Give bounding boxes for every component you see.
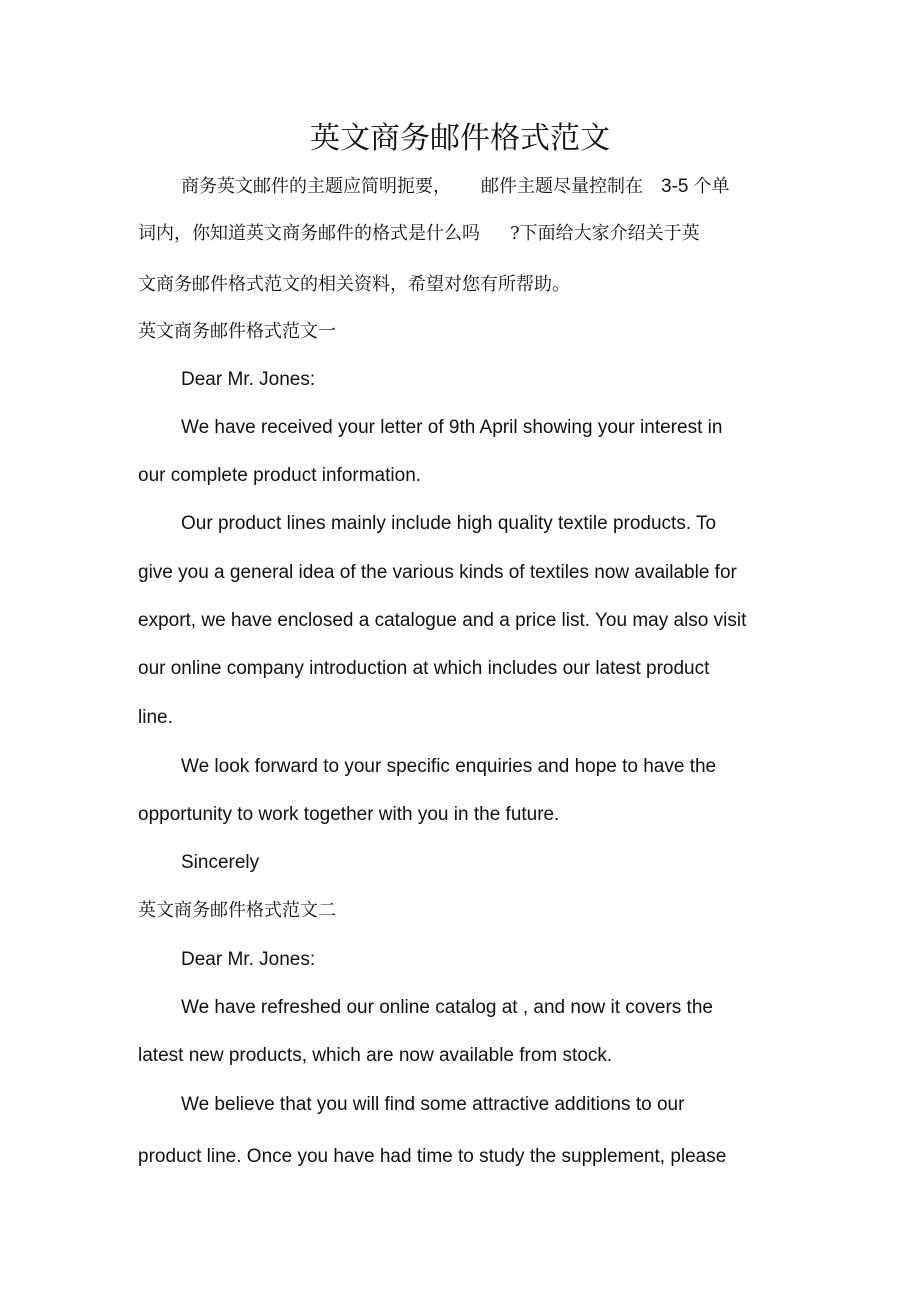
intro-line-2-part-b: ?下面给大家介绍关于英: [510, 223, 700, 244]
sample2-p2-line2: product line. Once you have had time to study the supplement, please: [138, 1146, 727, 1167]
intro-line-2-part-a: 词内，你知道英文商务邮件的格式是什么吗: [138, 223, 480, 244]
sample1-p2-line3: export, we have enclosed a catalogue and a price list. You may also visit: [138, 610, 747, 631]
sample1-p1-line2: our complete product information.: [138, 465, 422, 486]
sample1-p2-line1: Our product lines mainly include high quality textile products. To: [181, 513, 717, 534]
sample1-p3-line2: opportunity to work together with you in the future.: [138, 804, 560, 825]
intro-line-1-part-b: 邮件主题尽量控制在: [481, 176, 643, 197]
sample2-p2-line1: We believe that you will find some attractive additions to our: [181, 1094, 685, 1115]
sample2-p1-line2: latest new products, which are now available from stock.: [138, 1045, 613, 1066]
sample1-closing: Sincerely: [181, 852, 260, 873]
sample1-greeting: Dear Mr. Jones:: [181, 369, 316, 390]
sample2-p1-line1: We have refreshed our online catalog at , and now it covers the: [181, 997, 713, 1018]
intro-line-2: [138, 222, 700, 246]
sample1-p2-line4: our online company introduction at which includes our latest product: [138, 658, 710, 679]
intro-line-1-part-c: 3-5: [661, 176, 689, 197]
intro-line-1-part-d: 个单: [693, 176, 730, 197]
sample1-p3-line1: We look forward to your specific enquiries and hope to have the: [181, 756, 717, 777]
sample2-greeting: Dear Mr. Jones:: [181, 949, 316, 970]
intro-line-1-part-a: 商务英文邮件的主题应简明扼要，: [181, 176, 451, 197]
sample1-p2-line5: line.: [138, 707, 173, 728]
sample1-heading: 英文商务邮件格式范文一: [138, 321, 336, 342]
document-title: 英文商务邮件格式范文: [310, 121, 610, 156]
intro-line-1: [181, 175, 729, 199]
sample1-p1-line1: We have received your letter of 9th April showing your interest in: [181, 417, 723, 438]
sample2-heading: 英文商务邮件格式范文二: [138, 900, 336, 921]
sample1-p2-line2: give you a general idea of the various kinds of textiles now available for: [138, 562, 737, 583]
intro-line-3: 文商务邮件格式范文的相关资料，希望对您有所帮助。: [138, 274, 570, 295]
